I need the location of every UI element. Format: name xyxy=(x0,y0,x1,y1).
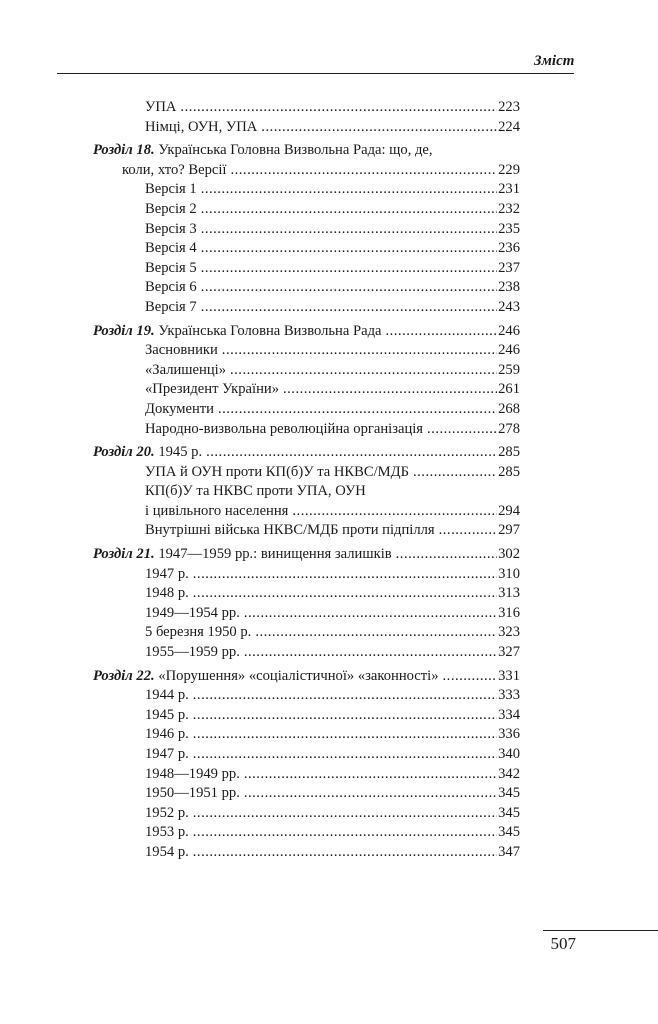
entry-page-number: 347 xyxy=(498,843,520,860)
entry-label: 1944 р. xyxy=(145,687,189,704)
entry-label: Версія 5 xyxy=(145,259,197,276)
toc-entry xyxy=(93,259,520,279)
entry-label: Документи xyxy=(145,400,214,417)
chapter-number: Розділ 20. xyxy=(93,444,155,461)
toc-entry xyxy=(93,686,520,706)
toc-entry xyxy=(93,784,520,804)
entry-page-number: 323 xyxy=(498,624,520,641)
entry-page-number: 345 xyxy=(498,785,520,802)
dot-leader xyxy=(193,686,497,706)
entry-page-number: 237 xyxy=(498,259,520,276)
dot-leader xyxy=(244,643,497,663)
entry-page-number: 297 xyxy=(498,522,520,539)
entry-label: Засновники xyxy=(145,342,218,359)
entry-page-number: 246 xyxy=(498,342,520,359)
toc-entry xyxy=(93,584,520,604)
toc-entry xyxy=(93,565,520,585)
toc-entry xyxy=(93,361,520,381)
toc-section xyxy=(93,141,520,317)
dot-leader xyxy=(201,180,497,200)
entry-page-number: 331 xyxy=(498,667,520,684)
entry-label: 1946 р. xyxy=(145,726,189,743)
dot-leader xyxy=(201,220,497,240)
entry-label: Версія 3 xyxy=(145,220,197,237)
dot-leader xyxy=(201,259,497,279)
chapter-heading xyxy=(93,322,520,342)
toc-entry xyxy=(93,745,520,765)
entry-page-number: 294 xyxy=(498,502,520,519)
entry-label: 1953 р. xyxy=(145,824,189,841)
entry-page-number: 246 xyxy=(498,322,520,339)
dot-leader xyxy=(193,565,497,585)
dot-leader xyxy=(244,784,497,804)
dot-leader xyxy=(439,521,497,541)
entry-label: «Залишенці» xyxy=(145,361,226,378)
chapter-number: Розділ 19. xyxy=(93,322,155,339)
dot-leader xyxy=(427,420,497,440)
entry-page-number: 285 xyxy=(498,463,520,480)
toc-entry xyxy=(93,400,520,420)
entry-page-number: 285 xyxy=(498,444,520,461)
entry-label: 1948 р. xyxy=(145,585,189,602)
toc-entry xyxy=(93,180,520,200)
entry-label: і цивільного населення xyxy=(145,502,289,519)
dot-leader xyxy=(443,667,498,687)
entry-label: КП(б)У та НКВС проти УПА, ОУН xyxy=(145,483,366,500)
entry-page-number: 243 xyxy=(498,298,520,315)
dot-leader xyxy=(283,380,497,400)
toc-entry xyxy=(93,623,520,643)
dot-leader xyxy=(193,725,497,745)
entry-page-number: 278 xyxy=(498,420,520,437)
entry-page-number: 313 xyxy=(498,585,520,602)
toc-section xyxy=(93,322,520,440)
entry-page-number: 268 xyxy=(498,400,520,417)
chapter-title: Українська Головна Визвольна Рада: що, де, xyxy=(154,142,433,159)
dot-leader xyxy=(255,623,497,643)
entry-label: Версія 6 xyxy=(145,279,197,296)
entry-page-number: 229 xyxy=(498,161,520,178)
dot-leader xyxy=(244,765,497,785)
entry-label xyxy=(93,443,202,463)
chapter-title: 1947—1959 рр.: винищення залишків xyxy=(154,546,392,563)
chapter-heading xyxy=(93,667,520,687)
chapter-title: 1945 р. xyxy=(154,444,203,461)
toc-section xyxy=(93,443,520,541)
toc-entry xyxy=(93,420,520,440)
entry-label: Версія 7 xyxy=(145,298,197,315)
toc-entry xyxy=(93,239,520,259)
entry-label: коли, хто? Версії xyxy=(122,161,227,178)
entry-label: 1948—1949 рр. xyxy=(145,765,240,782)
entry-page-number: 236 xyxy=(498,240,520,257)
entry-label: Версія 4 xyxy=(145,240,197,257)
toc-entry xyxy=(93,118,520,138)
entry-label: 1947 р. xyxy=(145,565,189,582)
entry-label xyxy=(93,667,439,687)
dot-leader xyxy=(193,843,497,863)
toc-entry xyxy=(93,463,520,483)
toc-entry xyxy=(93,604,520,624)
entry-label: Внутрішні війська НКВС/МДБ проти підпілля xyxy=(145,522,435,539)
entry-label: Версія 2 xyxy=(145,200,197,217)
entry-page-number: 223 xyxy=(498,99,520,115)
dot-leader xyxy=(206,443,497,463)
entry-page-number: 310 xyxy=(498,565,520,582)
toc-entry xyxy=(93,278,520,298)
toc-entry xyxy=(93,98,520,118)
toc-entry xyxy=(93,804,520,824)
entry-page-number: 231 xyxy=(498,181,520,198)
entry-page-number: 345 xyxy=(498,804,520,821)
entry-label: 1950—1951 рр. xyxy=(145,785,240,802)
entry-label: 1952 р. xyxy=(145,804,189,821)
entry-label: 1955—1959 рр. xyxy=(145,644,240,661)
dot-leader xyxy=(201,200,497,220)
toc-entry xyxy=(93,765,520,785)
chapter-number: Розділ 21. xyxy=(93,546,155,563)
toc-section xyxy=(93,98,520,137)
dot-leader xyxy=(230,361,497,381)
entry-page-number: 238 xyxy=(498,279,520,296)
dot-leader xyxy=(222,341,497,361)
dot-leader xyxy=(261,118,497,138)
toc-section xyxy=(93,545,520,663)
entry-label xyxy=(93,545,392,565)
entry-label: УПА xyxy=(145,99,177,115)
chapter-number: Розділ 22. xyxy=(93,667,155,684)
entry-page-number: 302 xyxy=(498,546,520,563)
dot-leader xyxy=(230,161,497,181)
toc-entry xyxy=(93,643,520,663)
dot-leader xyxy=(385,322,497,342)
chapter-title: «Порушення» «соціалістичної» «законності» xyxy=(154,667,439,684)
toc-entry xyxy=(93,823,520,843)
entry-page-number: 327 xyxy=(498,644,520,661)
toc-entry xyxy=(93,725,520,745)
dot-leader xyxy=(193,706,497,726)
entry-label: 5 березня 1950 р. xyxy=(145,624,252,641)
page-number: 507 xyxy=(550,934,576,953)
dot-leader xyxy=(218,400,497,420)
entry-label: Німці, ОУН, УПА xyxy=(145,118,258,135)
entry-label: 1947 р. xyxy=(145,746,189,762)
table-of-contents xyxy=(93,98,520,867)
chapter-heading xyxy=(93,545,520,565)
toc-entry xyxy=(93,843,520,863)
header-rule xyxy=(57,73,574,74)
chapter-heading xyxy=(93,443,520,463)
entry-label: 1949—1954 рр. xyxy=(145,604,240,621)
entry-label: Версія 1 xyxy=(145,181,197,198)
entry-label: 1954 р. xyxy=(145,843,189,860)
entry-label: 1945 р. xyxy=(145,706,189,723)
toc-entry xyxy=(93,298,520,318)
entry-page-number: 334 xyxy=(498,706,520,723)
entry-page-number: 232 xyxy=(498,200,520,217)
entry-page-number: 342 xyxy=(498,765,520,782)
entry-label xyxy=(93,141,433,161)
entry-page-number: 340 xyxy=(498,746,520,762)
entry-page-number: 261 xyxy=(498,381,520,398)
entry-label: «Президент України» xyxy=(145,381,279,398)
toc-entry xyxy=(93,482,520,502)
toc-entry xyxy=(93,706,520,726)
toc-entry xyxy=(93,380,520,400)
toc-entry xyxy=(93,220,520,240)
toc-entry xyxy=(93,341,520,361)
chapter-heading xyxy=(93,141,520,161)
entry-label: Народно-визвольна революційна організація xyxy=(145,420,424,437)
dot-leader xyxy=(180,98,497,118)
dot-leader xyxy=(193,745,497,765)
dot-leader xyxy=(292,502,497,522)
dot-leader xyxy=(193,584,497,604)
entry-label: УПА й ОУН проти КП(б)У та НКВС/МДБ xyxy=(145,463,409,480)
entry-page-number: 333 xyxy=(498,687,520,704)
dot-leader xyxy=(244,604,497,624)
entry-page-number: 259 xyxy=(498,361,520,378)
entry-page-number: 345 xyxy=(498,824,520,841)
entry-label xyxy=(93,322,381,342)
dot-leader xyxy=(201,278,497,298)
entry-page-number: 316 xyxy=(498,604,520,621)
dot-leader xyxy=(201,298,497,318)
dot-leader xyxy=(193,804,497,824)
entry-page-number: 224 xyxy=(498,118,520,135)
chapter-number: Розділ 18. xyxy=(93,142,155,159)
dot-leader xyxy=(396,545,497,565)
entry-page-number: 235 xyxy=(498,220,520,237)
dot-leader xyxy=(413,463,497,483)
chapter-title: Українська Головна Визвольна Рада xyxy=(154,322,382,339)
toc-entry xyxy=(93,200,520,220)
footer-rule xyxy=(543,930,658,931)
dot-leader xyxy=(193,823,497,843)
toc-entry xyxy=(93,521,520,541)
toc-section xyxy=(93,667,520,863)
running-header-title: Зміст xyxy=(534,53,575,69)
toc-entry xyxy=(93,502,520,522)
entry-page-number: 336 xyxy=(498,726,520,743)
chapter-heading-continuation xyxy=(93,161,520,181)
dot-leader xyxy=(201,239,497,259)
